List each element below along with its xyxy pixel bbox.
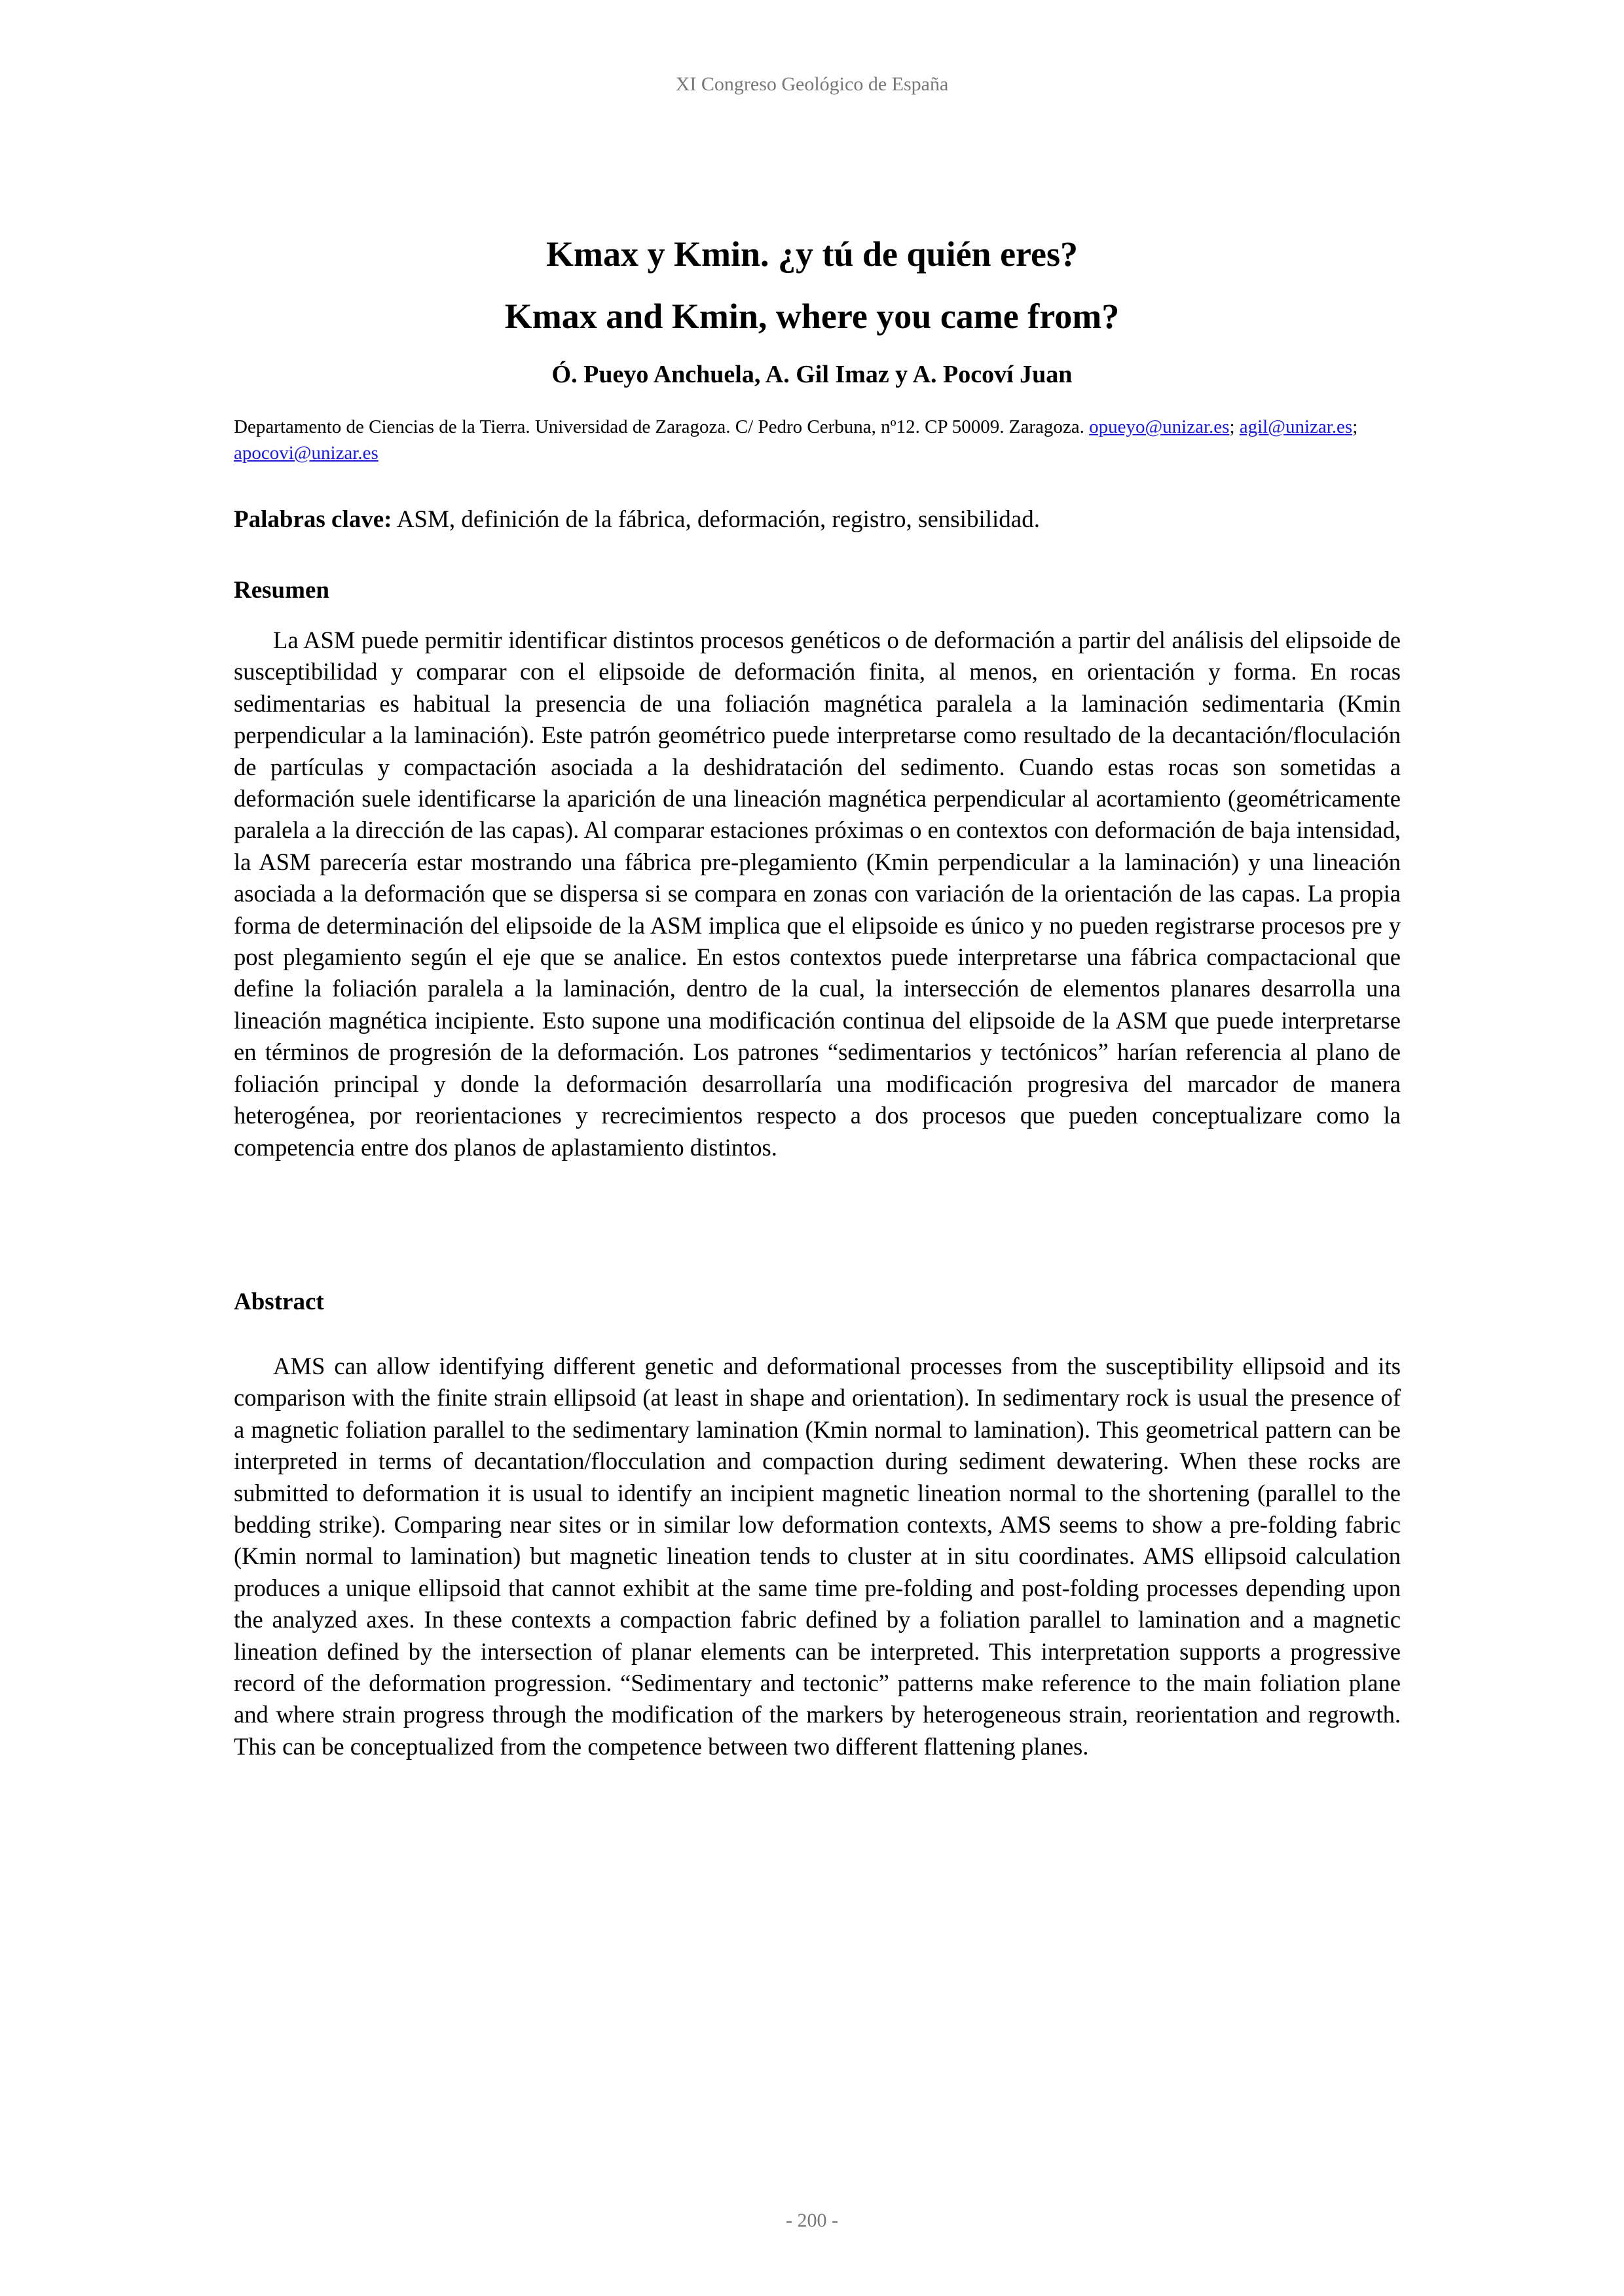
- keywords-value: ASM, definición de la fábrica, deformación, registro, sensibilidad.: [396, 506, 1040, 533]
- affiliation-text: Departamento de Ciencias de la Tierra. Universidad de Zaragoza. C/ Pedro Cerbuna, nº12. CP 50009. Zaragoza.: [234, 416, 1084, 437]
- title-spanish: Kmax y Kmin. ¿y tú de quién eres?: [545, 234, 1079, 274]
- abstract-paragraph: AMS can allow identifying different genetic and deformational processes from the susceptibility ellipsoid and its comparison with the finite strain ellipsoid (at least in shape and orientation). In sedimentary rock is usual the presence of a magnetic foliation parallel to the sedimentary lamination (Kmin normal to lamination). This geometrical pattern can be interpreted in terms of decantation/flocculation and compaction during sediment dewatering. When these rocks are submitted to deformation it is usual to identify an incipient magnetic lineation normal to the shortening (parallel to the bedding strike). Comparing near sites or in similar low deformation contexts, AMS seems to show a pre-folding fabric (Kmin normal to lamination) but magnetic lineation tends to cluster at in situ coordinates. AMS ellipsoid calculation produces a unique ellipsoid that cannot exhibit at the same time pre-folding and post-folding processes depending upon the analyzed axes. In these contexts a compaction fabric defined by a foliation parallel to lamination and a magnetic lineation defined by the intersection of planar elements can be interpreted. This interpretation supports a progressive record of the deformation progression. “Sedimentary and tectonic” patterns make reference to the main foliation plane and where strain progress through the modification of the markers by heterogeneous strain, reorientation and regrowth. This can be conceptualized from the competence between two different flattening planes.: [234, 1353, 1401, 1760]
- keywords: [234, 504, 1401, 536]
- title-english: Kmax and Kmin, where you came from?: [504, 297, 1120, 336]
- author-list: Ó. Pueyo Anchuela, A. Gil Imaz y A. Pocoví Juan: [551, 361, 1073, 388]
- resumen-heading: Resumen: [234, 577, 329, 604]
- email-separator: ;: [1352, 416, 1358, 437]
- resumen-paragraph: La ASM puede permitir identificar distintos procesos genéticos o de deformación a partir del análisis del elipsoide de susceptibilidad y comparar con el elipsoide de deformación finita, al menos, en orientación y forma. En rocas sedimentarias es habitual la presencia de una foliación magnética paralela a la laminación sedimentaria (Kmin perpendicular a la laminación). Este patrón geométrico puede interpretarse como resultado de la decantación/floculación de partículas y compactación asociada a la deshidratación del sedimento. Cuando estas rocas son sometidas a deformación suele identificarse la aparición de una lineación magnética perpendicular al acortamiento (geométricamente paralela a la dirección de las capas). Al comparar estaciones próximas o en contextos con deformación de baja intensidad, la ASM parecería estar mostrando una fábrica pre-plegamiento (Kmin perpendicular a la laminación) y una lineación asociada a la deformación que se dispersa si se compara en zonas con variación de la orientación de las capas. La propia forma de determinación del elipsoide de la ASM implica que el elipsoide es único y no pueden registrarse procesos pre y post plegamiento según el eje que se analice. En estos contextos puede interpretarse una fábrica compactacional que define la foliación paralela a la laminación, dentro de la cual, la intersección de elementos planares desarrolla una lineación magnética incipiente. Esto supone una modificación continua del elipsoide de la ASM que puede interpretarse en términos de progresión de la deformación. Los patrones “sedimentarios y tectónicos” harían referencia al plano de foliación principal y donde la deformación desarrollaría una modificación progresiva del marcador de manera heterogénea, por reorientaciones y recrecimientos respecto a dos procesos que pueden conceptualizare como la competencia entre dos planos de aplastamiento distintos.: [234, 627, 1401, 1161]
- keywords-label: Palabras clave:: [234, 506, 392, 533]
- email-separator: ;: [1229, 416, 1235, 437]
- abstract-heading: Abstract: [234, 1288, 324, 1315]
- email-link-apocovi[interactable]: apocovi@unizar.es: [234, 443, 378, 464]
- email-link-opueyo[interactable]: opueyo@unizar.es: [1089, 416, 1230, 437]
- page-number: - 200 -: [786, 2210, 838, 2231]
- affiliation: [234, 414, 1401, 466]
- running-header: XI Congreso Geológico de España: [675, 73, 949, 95]
- email-link-agil[interactable]: agil@unizar.es: [1239, 416, 1353, 437]
